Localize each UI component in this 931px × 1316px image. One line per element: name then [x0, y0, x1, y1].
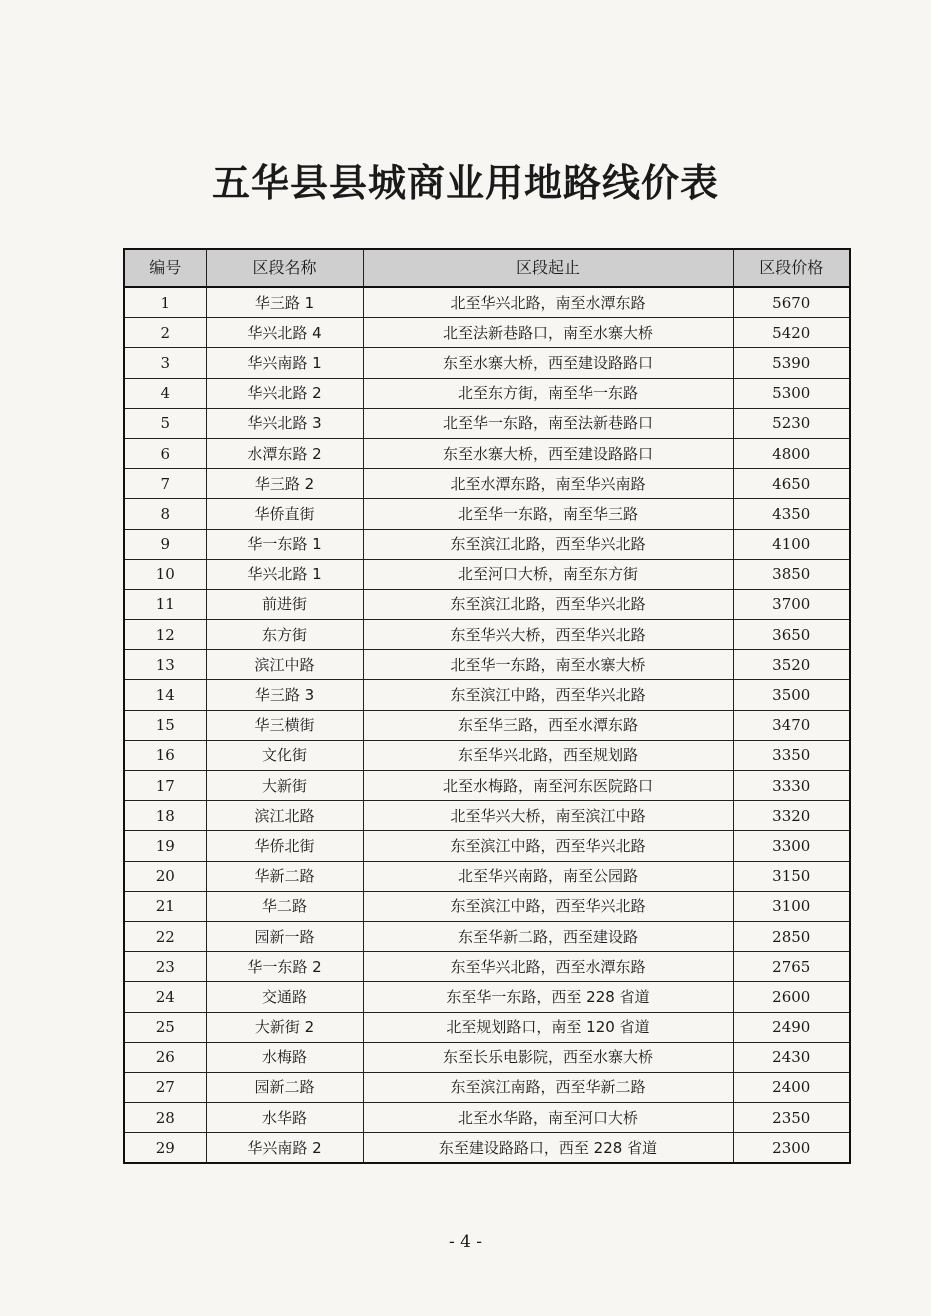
cell-section-name: 交通路 [206, 982, 363, 1012]
cell-section-price: 2600 [733, 982, 850, 1012]
cell-section-price: 3300 [733, 831, 850, 861]
header-section-price: 区段价格 [733, 249, 850, 287]
cell-section-name: 华三路 3 [206, 680, 363, 710]
table-row [124, 921, 850, 951]
cell-section-price: 2765 [733, 952, 850, 982]
table-row [124, 771, 850, 801]
cell-section-name: 大新街 [206, 771, 363, 801]
cell-section-range: 北至法新巷路口，南至水寨大桥 [363, 318, 733, 348]
cell-section-price: 5230 [733, 408, 850, 438]
page-number: - 4 - [448, 1232, 483, 1252]
table-body [124, 287, 850, 1163]
table-row [124, 891, 850, 921]
cell-section-price: 2400 [733, 1072, 850, 1102]
cell-section-name: 华三路 1 [206, 287, 363, 318]
cell-section-range: 东至水寨大桥，西至建设路路口 [363, 438, 733, 468]
cell-section-range: 东至滨江北路，西至华兴北路 [363, 529, 733, 559]
cell-number: 27 [124, 1072, 206, 1102]
cell-section-range: 东至华三路，西至水潭东路 [363, 710, 733, 740]
cell-section-price: 4350 [733, 499, 850, 529]
cell-section-price: 2490 [733, 1012, 850, 1042]
cell-section-range: 东至建设路路口，西至 228 省道 [363, 1133, 733, 1164]
cell-section-price: 4650 [733, 469, 850, 499]
cell-section-range: 东至滨江中路，西至华兴北路 [363, 831, 733, 861]
cell-section-name: 东方街 [206, 620, 363, 650]
cell-number: 19 [124, 831, 206, 861]
cell-section-range: 北至华一东路，南至法新巷路口 [363, 408, 733, 438]
cell-section-price: 2300 [733, 1133, 850, 1164]
cell-section-name: 滨江北路 [206, 801, 363, 831]
cell-section-range: 东至华一东路，西至 228 省道 [363, 982, 733, 1012]
table-row [124, 861, 850, 891]
cell-section-range: 北至东方街，南至华一东路 [363, 378, 733, 408]
cell-section-range: 北至华兴大桥，南至滨江中路 [363, 801, 733, 831]
table-row [124, 438, 850, 468]
cell-number: 16 [124, 740, 206, 770]
cell-section-range: 北至水华路，南至河口大桥 [363, 1103, 733, 1133]
cell-number: 29 [124, 1133, 206, 1164]
table-row [124, 710, 850, 740]
table-row [124, 1103, 850, 1133]
cell-number: 11 [124, 589, 206, 619]
cell-section-price: 4800 [733, 438, 850, 468]
table-row [124, 499, 850, 529]
cell-section-price: 5390 [733, 348, 850, 378]
cell-section-price: 3150 [733, 861, 850, 891]
table-row [124, 620, 850, 650]
price-table [123, 248, 851, 1164]
cell-section-price: 3700 [733, 589, 850, 619]
cell-section-range: 东至长乐电影院，西至水寨大桥 [363, 1042, 733, 1072]
header-section-range: 区段起止 [363, 249, 733, 287]
cell-section-name: 华侨直街 [206, 499, 363, 529]
cell-number: 12 [124, 620, 206, 650]
cell-section-name: 文化街 [206, 740, 363, 770]
cell-section-range: 东至华兴大桥，西至华兴北路 [363, 620, 733, 650]
table-row [124, 287, 850, 318]
cell-section-range: 北至华一东路，南至水寨大桥 [363, 650, 733, 680]
cell-section-range: 北至华兴南路，南至公园路 [363, 861, 733, 891]
table-row [124, 469, 850, 499]
table-row [124, 1012, 850, 1042]
table-row [124, 1072, 850, 1102]
cell-section-range: 东至华新二路，西至建设路 [363, 921, 733, 951]
cell-section-price: 2850 [733, 921, 850, 951]
cell-section-price: 5420 [733, 318, 850, 348]
table-row [124, 740, 850, 770]
cell-section-price: 5670 [733, 287, 850, 318]
cell-number: 5 [124, 408, 206, 438]
cell-section-range: 北至河口大桥，南至东方街 [363, 559, 733, 589]
cell-section-price: 3500 [733, 680, 850, 710]
cell-section-name: 华兴北路 1 [206, 559, 363, 589]
cell-section-name: 华新二路 [206, 861, 363, 891]
cell-section-price: 3850 [733, 559, 850, 589]
cell-section-name: 华兴北路 4 [206, 318, 363, 348]
cell-section-name: 华三路 2 [206, 469, 363, 499]
cell-section-name: 华三横街 [206, 710, 363, 740]
cell-section-name: 园新二路 [206, 1072, 363, 1102]
cell-section-range: 东至滨江中路，西至华兴北路 [363, 680, 733, 710]
cell-number: 17 [124, 771, 206, 801]
cell-section-name: 华兴北路 2 [206, 378, 363, 408]
cell-section-name: 前进街 [206, 589, 363, 619]
cell-section-range: 北至规划路口，南至 120 省道 [363, 1012, 733, 1042]
cell-number: 26 [124, 1042, 206, 1072]
cell-number: 8 [124, 499, 206, 529]
cell-section-name: 华二路 [206, 891, 363, 921]
cell-number: 20 [124, 861, 206, 891]
cell-section-name: 华侨北街 [206, 831, 363, 861]
cell-number: 18 [124, 801, 206, 831]
cell-section-price: 3470 [733, 710, 850, 740]
cell-section-price: 2350 [733, 1103, 850, 1133]
cell-number: 21 [124, 891, 206, 921]
cell-section-price: 2430 [733, 1042, 850, 1072]
cell-section-range: 东至滨江南路，西至华新二路 [363, 1072, 733, 1102]
cell-number: 9 [124, 529, 206, 559]
cell-number: 22 [124, 921, 206, 951]
cell-section-name: 华一东路 2 [206, 952, 363, 982]
cell-section-range: 北至华兴北路，南至水潭东路 [363, 287, 733, 318]
table-row [124, 650, 850, 680]
table-row [124, 831, 850, 861]
table-row [124, 408, 850, 438]
table-row [124, 1133, 850, 1164]
table-row [124, 318, 850, 348]
cell-section-name: 园新一路 [206, 921, 363, 951]
cell-section-range: 东至滨江北路，西至华兴北路 [363, 589, 733, 619]
cell-section-name: 滨江中路 [206, 650, 363, 680]
table-row [124, 952, 850, 982]
cell-section-price: 3320 [733, 801, 850, 831]
cell-number: 13 [124, 650, 206, 680]
cell-section-price: 3330 [733, 771, 850, 801]
cell-section-price: 5300 [733, 378, 850, 408]
cell-section-range: 东至华兴北路，西至水潭东路 [363, 952, 733, 982]
cell-number: 28 [124, 1103, 206, 1133]
table-row [124, 529, 850, 559]
cell-number: 15 [124, 710, 206, 740]
table-row [124, 801, 850, 831]
cell-number: 14 [124, 680, 206, 710]
cell-section-name: 水梅路 [206, 1042, 363, 1072]
table-row [124, 589, 850, 619]
table-row [124, 1042, 850, 1072]
header-section-name: 区段名称 [206, 249, 363, 287]
cell-section-name: 水潭东路 2 [206, 438, 363, 468]
cell-section-range: 北至水梅路，南至河东医院路口 [363, 771, 733, 801]
cell-section-name: 华兴北路 3 [206, 408, 363, 438]
table-row [124, 378, 850, 408]
cell-number: 10 [124, 559, 206, 589]
cell-section-range: 东至水寨大桥，西至建设路路口 [363, 348, 733, 378]
cell-section-price: 3350 [733, 740, 850, 770]
cell-section-name: 大新街 2 [206, 1012, 363, 1042]
cell-section-name: 华兴南路 1 [206, 348, 363, 378]
cell-section-range: 东至滨江中路，西至华兴北路 [363, 891, 733, 921]
cell-number: 1 [124, 287, 206, 318]
cell-section-name: 水华路 [206, 1103, 363, 1133]
cell-number: 24 [124, 982, 206, 1012]
cell-section-name: 华兴南路 2 [206, 1133, 363, 1164]
table-row [124, 680, 850, 710]
header-number: 编号 [124, 249, 206, 287]
cell-section-price: 3520 [733, 650, 850, 680]
cell-section-price: 3100 [733, 891, 850, 921]
page-title: 五华县县城商业用地路线价表 [211, 161, 719, 205]
cell-section-range: 北至水潭东路，南至华兴南路 [363, 469, 733, 499]
cell-number: 7 [124, 469, 206, 499]
cell-section-range: 北至华一东路，南至华三路 [363, 499, 733, 529]
cell-section-price: 3650 [733, 620, 850, 650]
cell-number: 3 [124, 348, 206, 378]
table-row [124, 348, 850, 378]
cell-number: 25 [124, 1012, 206, 1042]
cell-section-price: 4100 [733, 529, 850, 559]
table-row [124, 559, 850, 589]
cell-number: 2 [124, 318, 206, 348]
cell-section-name: 华一东路 1 [206, 529, 363, 559]
table-header-row [124, 249, 850, 287]
cell-number: 4 [124, 378, 206, 408]
cell-number: 23 [124, 952, 206, 982]
table-row [124, 982, 850, 1012]
cell-number: 6 [124, 438, 206, 468]
cell-section-range: 东至华兴北路，西至规划路 [363, 740, 733, 770]
